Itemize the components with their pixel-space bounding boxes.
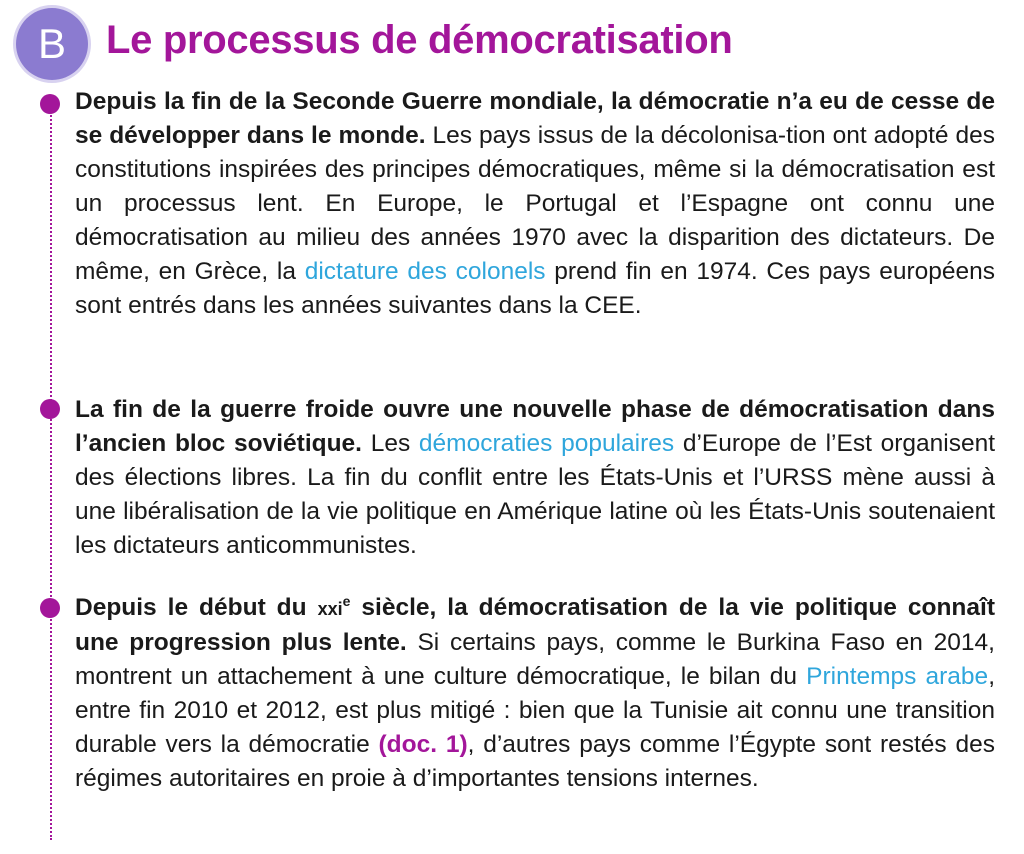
century-superscript: e xyxy=(342,592,351,609)
paragraph-body: , d’autres pays comme l’Égypte sont restés des régimes autoritaires en proie à d’importantes tensions internes. xyxy=(75,731,995,792)
section-title: Le processus de démocratisation xyxy=(106,18,733,62)
paragraph-lead-part: siècle, la démocratisation de la vie politique connaît une progression plus lente. xyxy=(75,594,995,656)
section-header xyxy=(0,0,1024,86)
dotted-timeline-line xyxy=(50,100,52,840)
century-numeral: xxi xyxy=(317,599,343,619)
bullet-dot-icon xyxy=(40,598,60,618)
document-reference-link[interactable]: (doc. 1) xyxy=(378,731,468,758)
paragraph-body: d’Europe de l’Est organisent des élections libres. La fin du conflit entre les États-Unis et l’URSS mène aussi à une libéralisation de la vie politique en Amérique latine où les États-Unis soutenaient les dictateurs anticommunistes. xyxy=(75,430,996,559)
paragraph-text xyxy=(75,393,995,563)
paragraph-body: , entre fin 2010 et 2012, est plus mitigé : bien que la Tunisie ait connu une transition durable vers la démocratie xyxy=(75,663,995,758)
paragraph-text xyxy=(75,591,995,796)
paragraph-lead: Depuis la fin de la Seconde Guerre mondiale, la démocratie n’a eu de cesse de se développer dans le monde. xyxy=(75,88,995,149)
paragraph-text xyxy=(75,85,995,323)
glossary-link[interactable]: dictature des colonels xyxy=(304,258,546,285)
paragraph-body: Si certains pays, comme le Burkina Faso en 2014, montrent un attachement à une culture démocratique, le bilan du xyxy=(75,629,995,690)
paragraph-lead-part: Depuis le début du xyxy=(75,594,318,621)
glossary-link[interactable]: Printemps arabe xyxy=(806,663,989,690)
bullet-dot-icon xyxy=(40,399,60,419)
bullet-dot-icon xyxy=(40,94,60,114)
paragraph-lead: La fin de la guerre froide ouvre une nouvelle phase de démocratisation dans l’ancien bloc soviétique. xyxy=(75,396,995,457)
section-letter-badge: B xyxy=(16,8,88,80)
glossary-link[interactable]: démocraties populaires xyxy=(418,430,675,457)
paragraph-body: prend fin en 1974. Ces pays européens sont entrés dans les années suivantes dans la CEE. xyxy=(75,258,995,319)
paragraph-body: Les xyxy=(362,430,419,457)
paragraph-body: Les pays issus de la décolonisa-tion ont adopté des constitutions inspirées des principes démocratiques, même si la démocratisation est un processus lent. En Europe, le Portugal et l’Espagne ont connu une démocratisation au milieu des années 1970 avec la disparition des dictateurs. De même, en Grèce, la xyxy=(75,122,995,285)
